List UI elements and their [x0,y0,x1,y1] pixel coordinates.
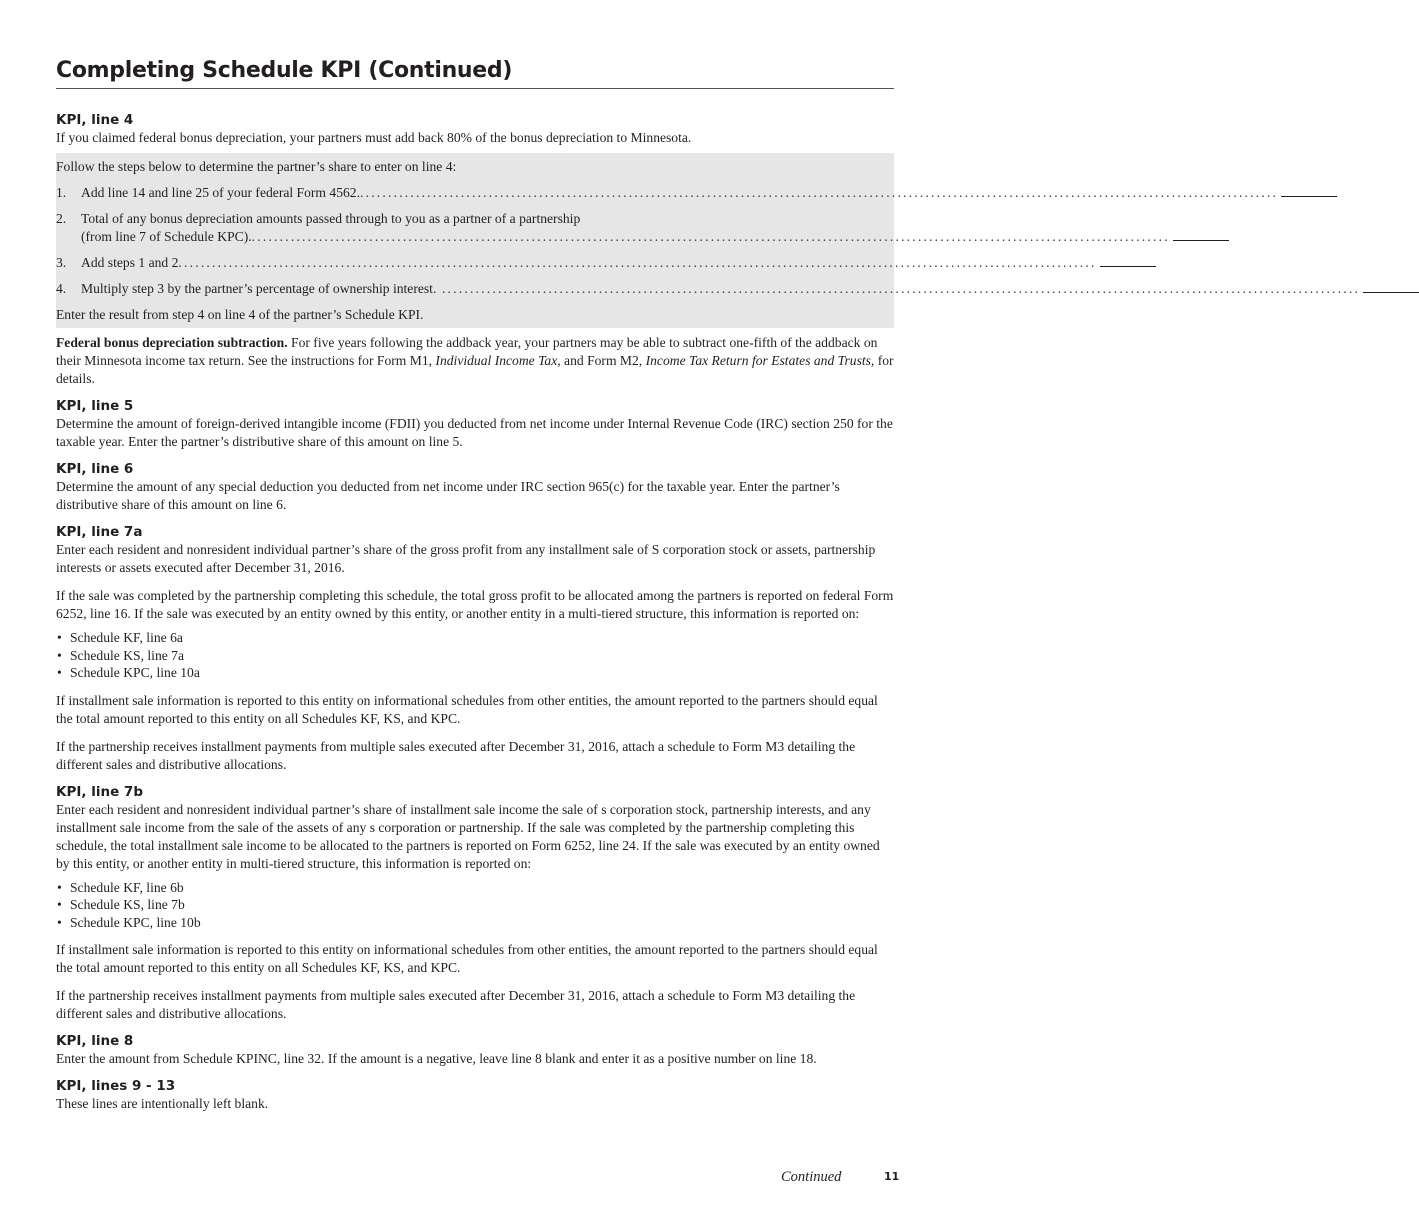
section-heading: KPI, line 6 [56,461,134,477]
paragraph: If installment sale information is reported to this entity on informational schedules from other entities, the amount reported to the partners should equal the total amount reported to this entity on all Schedules KF, KS, and KPC. [56,692,878,726]
step-text-continued: (from line 7 of Schedule KPC). [81,229,252,244]
section-line-5 [56,397,894,451]
section-heading: KPI, line 8 [56,1033,134,1049]
dot-leader: .................................................................................................................................................................... [360,185,1279,200]
section-heading: KPI, line 4 [56,112,134,128]
section-line-6 [56,460,894,514]
paragraph: These lines are intentionally left blank. [56,1096,269,1111]
answer-blank[interactable] [1281,184,1337,197]
step-text: Multiply step 3 by the partner’s percentage of ownership interest. [81,281,437,296]
step-text: Total of any bonus depreciation amounts passed through to you as a partner of a partnership [81,211,581,226]
bullet-list [56,879,894,932]
step-text: Add steps 1 and 2 [81,255,179,270]
list-item: • Schedule KF, line 6b [56,879,894,897]
paragraph: If installment sale information is reported to this entity on informational schedules from other entities, the amount reported to the partners should equal the total amount reported to this entity on all Schedules KF, KS, and KPC. [56,942,878,975]
continued-label: Continued [781,1169,842,1185]
steps-intro: Follow the steps below to determine the partner’s share to enter on line 4: [56,159,457,174]
step-2 [56,210,1170,246]
section-heading: KPI, line 7b [56,783,143,800]
list-item: • Schedule KS, line 7b [56,896,894,914]
step-3 [56,254,1097,272]
paragraph: If you claimed federal bonus depreciation, your partners must add back 80% of the bonus depreciation to Minnesota. [56,130,692,145]
paragraph: Enter each resident and nonresident individual partner’s share of installment sale income the sale of s corporation stock, partnership interests, and any installment sale income from the sale of the assets of any s corporation or partnership. If the sale was completed by the partnership completing this schedule, the total installment sale income to be allocated to the partners is reported on Form 6252, line 24. If the sale was executed by an entity owned by this entity, or another entity in multi-tiered structure, this information is reported on: [56,801,880,871]
section-heading: KPI, line 7a [56,524,143,540]
list-item: • Schedule KF, line 6a [56,629,894,647]
section-lines-9-13 [56,1077,894,1113]
list-item: • Schedule KS, line 7a [56,647,894,665]
paragraph: Enter each resident and nonresident individual partner’s share of the gross profit from any installment sale of S corporation stock or assets, partnership interests or assets executed after December 31, 2016. [56,542,876,575]
step-number: 4. [56,281,67,296]
answer-blank[interactable] [1100,254,1156,267]
section-line-7a [56,523,894,774]
page-title: Completing Schedule KPI (Continued) [56,56,894,89]
step-text: Add line 14 and line 25 of your federal Form 4562. [81,185,360,200]
step-4 [56,280,1361,298]
section-line-4 [56,111,1361,388]
section-line-8 [56,1032,894,1068]
subtraction-paragraph [56,334,894,388]
paragraph: Determine the amount of any special deduction you deducted from net income under IRC section 965(c) for the taxable year. Enter the partner’s distributive share of this amount on line 6. [56,479,840,512]
answer-blank[interactable] [1363,280,1419,293]
form-m2-title: Income Tax Return for Estates and Trusts, [645,353,875,368]
bullet-list [56,629,894,682]
page [56,0,1361,1113]
list-item: • Schedule KPC, line 10b [56,914,894,932]
steps-result: Enter the result from step 4 on line 4 of the partner’s Schedule KPI. [56,307,424,322]
section-heading: KPI, lines 9 - 13 [56,1078,176,1094]
dot-leader: .................................................................................................................................................................... [251,229,1170,244]
answer-blank[interactable] [1173,228,1229,241]
dot-leader: .................................................................................................................................................................... [436,281,1361,296]
subtraction-text: for details. [56,353,894,386]
subtraction-text: and Form M2, [560,353,646,368]
paragraph: Enter the amount from Schedule KPINC, line 32. If the amount is a negative, leave line 8 blank and enter it as a positive number on line 18. [56,1051,817,1066]
section-line-7b [56,783,894,1024]
paragraph: Determine the amount of foreign-derived intangible income (FDII) you deducted from net income under Internal Revenue Code (IRC) section 250 for the taxable year. Enter the partner’s distributive share of this amount on line 5. [56,416,893,449]
paragraph: If the sale was completed by the partnership completing this schedule, the total gross profit to be allocated among the partners is reported on federal Form 6252, line 16. If the sale was executed by an entity owned by this entity, or another entity in a multi-tiered structure, this information is reported on: [56,588,894,621]
dot-leader: .................................................................................................................................................................... [178,255,1097,270]
step-number: 1. [56,185,67,200]
page-number: 11 [884,1170,900,1183]
paragraph: If the partnership receives installment payments from multiple sales executed after December 31, 2016, attach a schedule to Form M3 detailing the different sales and distributive allocations. [56,988,856,1021]
subtraction-text: For five years following the addback year, your partners may be able to subtract one-fifth of the addback on their Minnesota income tax return. See the instructions for Form M1, [56,335,878,368]
subtraction-lead: Federal bonus depreciation subtraction. [56,335,288,350]
list-item: • Schedule KPC, line 10a [56,664,894,682]
step-number: 2. [56,211,67,226]
paragraph: If the partnership receives installment payments from multiple sales executed after December 31, 2016, attach a schedule to Form M3 detailing the different sales and distributive allocations. [56,738,856,772]
step-1 [56,184,1279,202]
section-heading: KPI, line 5 [56,398,134,414]
steps-box [56,153,1361,328]
step-number: 3. [56,255,67,270]
form-m1-title: Individual Income Tax, [435,353,561,368]
